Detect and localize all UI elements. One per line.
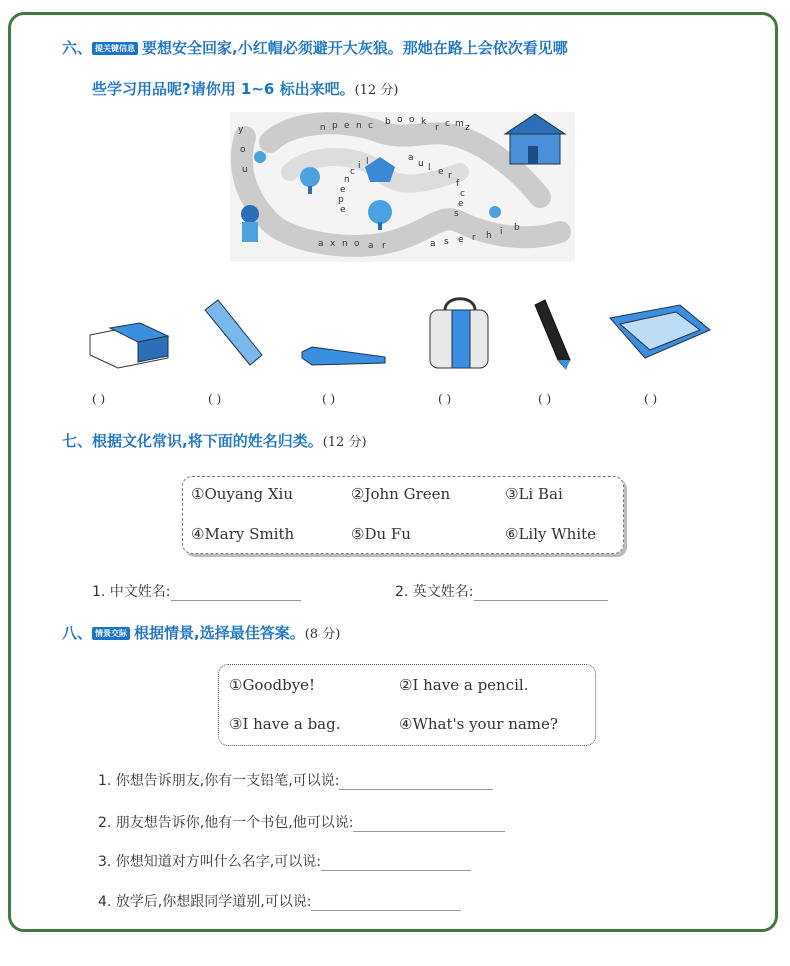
situation-question	[98, 851, 471, 871]
answer-blank[interactable]	[353, 815, 505, 832]
answer-paren[interactable]: ( )	[644, 392, 658, 406]
girl-icon	[241, 205, 259, 242]
section-7-score: (12 分)	[322, 435, 367, 450]
situation-question	[98, 812, 505, 832]
section-7-title-text: 七、根据文化常识,将下面的姓名归类。	[62, 432, 323, 450]
eraser-icon	[90, 323, 168, 368]
answer-paren[interactable]: ( )	[208, 392, 222, 406]
maze-letter: i	[358, 161, 361, 171]
response-option: ③I have a bag.	[229, 715, 341, 733]
maze-letter: e	[340, 205, 346, 215]
name-option: ③Li Bai	[505, 485, 563, 503]
maze-letter: s	[444, 237, 449, 247]
answer-paren[interactable]: ( )	[92, 392, 106, 406]
section-number: 六、	[62, 39, 93, 57]
schoolbag-icon	[430, 299, 488, 368]
ruler-icon	[205, 300, 262, 365]
response-option: ④What's your name?	[399, 715, 558, 733]
maze-letter: b	[385, 117, 391, 127]
maze-letter: c	[445, 119, 450, 129]
name-option: ④Mary Smith	[191, 525, 295, 543]
maze-letter: n	[342, 239, 348, 249]
pen-icon	[535, 300, 570, 370]
book-icon	[610, 305, 710, 358]
crayon-icon	[302, 347, 385, 365]
section-tag: 提关键信息	[92, 42, 138, 55]
maze-letter: a	[430, 239, 436, 249]
maze-letter: h	[486, 231, 492, 241]
response-option: ①Goodbye!	[229, 676, 316, 694]
section-6-score: (12 分)	[354, 83, 399, 98]
school-items-row	[80, 290, 720, 380]
response-option: ②I have a pencil.	[399, 676, 529, 694]
maze-letter: n	[344, 175, 350, 185]
maze-letter: u	[242, 165, 248, 175]
maze-letter: o	[409, 115, 415, 125]
name-option: ⑥Lily White	[505, 525, 597, 543]
question-label: 2. 朋友想告诉你,他有一个书包,他可以说:	[98, 815, 354, 831]
maze-letter: o	[397, 115, 403, 125]
maze-letter: a	[368, 241, 374, 251]
section-6-line1: 要想安全回家,小红帽必须避开大灰狼。那她在路上会依次看见哪	[142, 39, 568, 57]
maze-letter: e	[438, 167, 444, 177]
maze-letter: c	[368, 121, 373, 131]
maze-letter: k	[421, 117, 427, 127]
maze-letter: e	[340, 185, 346, 195]
maze-letter: a	[408, 153, 414, 163]
maze-letter: c	[350, 167, 355, 177]
question-label: 3. 你想知道对方叫什么名字,可以说:	[98, 854, 321, 870]
maze-letter: o	[240, 145, 246, 155]
section-7-title	[62, 430, 367, 451]
maze-letter: s	[454, 209, 459, 219]
answer-blank[interactable]	[321, 854, 471, 871]
maze-letter: r	[435, 123, 439, 133]
chinese-names-question	[92, 581, 301, 601]
question-label: 1. 中文姓名:	[92, 584, 171, 600]
answer-blank[interactable]	[339, 773, 493, 790]
maze-letter: x	[330, 239, 336, 249]
situation-question	[98, 770, 493, 790]
names-box	[182, 476, 624, 554]
section-8-title-text: 根据情景,选择最佳答案。	[134, 624, 305, 642]
maze-letter: e	[344, 121, 350, 131]
maze-letter: e	[458, 199, 464, 209]
responses-box	[218, 664, 596, 746]
section-8-title	[62, 622, 340, 643]
section-6-title-line2	[92, 78, 398, 99]
name-option: ⑤Du Fu	[351, 525, 411, 543]
section-8-score: (8 分)	[304, 627, 341, 642]
question-label: 4. 放学后,你想跟同学道别,可以说:	[98, 894, 312, 910]
maze-illustration	[230, 112, 575, 262]
maze-letter: n	[320, 123, 326, 133]
answer-blank[interactable]	[171, 584, 301, 601]
maze-letter: n	[356, 121, 362, 131]
maze-letter: z	[465, 123, 470, 133]
maze-letter: i	[500, 227, 503, 237]
maze-letter: l	[428, 163, 431, 173]
maze-letter: m	[455, 119, 464, 129]
situation-question	[98, 891, 461, 911]
maze-letter: e	[458, 235, 464, 245]
maze-letter: b	[514, 223, 520, 233]
maze-letter: r	[382, 241, 386, 251]
question-label: 1. 你想告诉朋友,你有一支铅笔,可以说:	[98, 773, 340, 789]
english-names-question	[395, 581, 608, 601]
maze-letter: p	[338, 195, 344, 205]
section-number: 八、	[62, 624, 93, 642]
answer-paren[interactable]: ( )	[322, 392, 336, 406]
maze-letter: p	[332, 121, 338, 131]
answer-blank[interactable]	[474, 584, 608, 601]
maze-letter: l	[366, 157, 369, 167]
maze-letter: c	[460, 189, 465, 199]
maze-letter: o	[354, 239, 360, 249]
maze-letter: r	[448, 171, 452, 181]
name-option: ①Ouyang Xiu	[191, 485, 293, 503]
maze-letter: u	[418, 159, 424, 169]
section-tag: 情景交际	[92, 627, 130, 640]
maze-letter: f	[456, 179, 460, 189]
maze-letter: y	[238, 125, 244, 135]
answer-blank[interactable]	[311, 894, 461, 911]
section-6-title	[62, 37, 568, 58]
section-6-line2: 些学习用品呢?请你用 1~6 标出来吧。	[92, 80, 355, 98]
name-option: ②John Green	[351, 485, 451, 503]
maze-letter: a	[318, 239, 324, 249]
answer-paren[interactable]: ( )	[538, 392, 552, 406]
maze-letter: r	[472, 233, 476, 243]
answer-paren[interactable]: ( )	[438, 392, 452, 406]
question-label: 2. 英文姓名:	[395, 584, 474, 600]
